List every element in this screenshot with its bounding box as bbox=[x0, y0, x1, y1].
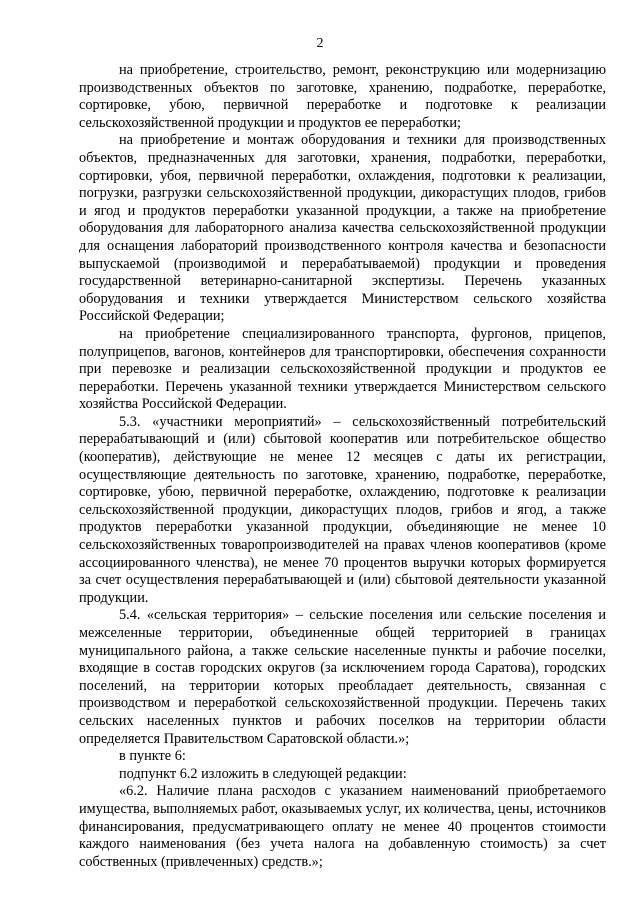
paragraph-5-4-rural-territory: 5.4. «сельская территория» – сельские поселения или сельские поселения и межселенные территории, объединенные общей территорией в границах муниципального района, а также сельские населенные пункты и рабочие поселки, входящие в состав городских округов (за исключением города Саратова), городских поселений, на территории которых преобладает деятельность, связанная с производством и переработкой сельскохозяйственной продукции. Перечень таких сельских населенных пунктов и рабочих поселков на территории области определяется Правительством Саратовской области.»; bbox=[79, 607, 606, 747]
paragraph-6-2-expense-plan: «6.2. Наличие плана расходов с указанием наименований приобретаемого имущества, выполняемых работ, оказываемых услуг, их количества, цены, источников финансирования, предусматривающего оплату не менее 40 процентов стоимости каждого наименования (без учета налога на добавленную стоимость) за счет собственных (привлеченных) средств.»; bbox=[79, 783, 606, 870]
page-number: 2 bbox=[316, 36, 324, 51]
paragraph-equipment-installation: на приобретение и монтаж оборудования и техники для производственных объектов, предназначенных для заготовки, хранения, подработки, переработки, сортировки, убоя, первичной переработки, охлаждения, подготовки к реализации, погрузки, разгрузки сельскохозяйственной продукции, дикорастущих плодов, грибов и ягод и продуктов переработки указанной продукции, а также на приобретение оборудования для лабораторного анализа качества сельскохозяйственной продукции для оснащения лабораторий производственного контроля качества и безопасности выпускаемой (производимой и перерабатываемой) продукции и проведения государственной ветеринарно-санитарной экспертизы. Перечень указанных оборудования и техники утверждается Министерством сельского хозяйства Российской Федерации; bbox=[79, 132, 606, 325]
paragraph-subpoint-6-2: подпункт 6.2 изложить в следующей редакции: bbox=[119, 765, 407, 782]
paragraph-equipment-objects: на приобретение, строительство, ремонт, реконструкцию или модернизацию производственных объектов по заготовке, хранению, подработке, переработке, сортировке, убою, первичной переработке и подготовке к реализации сельскохозяйственной продукции и продуктов ее переработки; bbox=[79, 62, 606, 131]
paragraph-point-6: в пункте 6: bbox=[119, 748, 186, 765]
document-body bbox=[79, 62, 606, 871]
paragraph-5-3-participants: 5.3. «участники мероприятий» – сельскохозяйственный потребительский перерабатывающий и (или) сбытовой кооператив или потребительское общество (кооператив), действующие не менее 12 месяцев с даты их регистрации, осуществляющие деятельность по заготовке, хранению, подработке, переработке, сортировке, убою, первичной переработке, охлаждению, подготовке к реализации сельскохозяйственной продукции, дикорастущих плодов, грибов и ягод, а также продуктов переработки указанной продукции, объединяющие не менее 10 сельскохозяйственных товаропроизводителей на правах членов кооперативов (кроме ассоциированного членства), не менее 70 процентов выручки которых формируется за счет осуществления перерабатывающей и (или) сбытовой деятельности указанной продукции. bbox=[79, 413, 606, 606]
paragraph-transport: на приобретение специализированного транспорта, фургонов, прицепов, полуприцепов, вагонов, контейнеров для транспортировки, обеспечения сохранности при перевозке и реализации сельскохозяйственной продукции и продуктов ее переработки. Перечень указанной техники утверждается Министерством сельского хозяйства Российской Федерации. bbox=[79, 325, 606, 413]
